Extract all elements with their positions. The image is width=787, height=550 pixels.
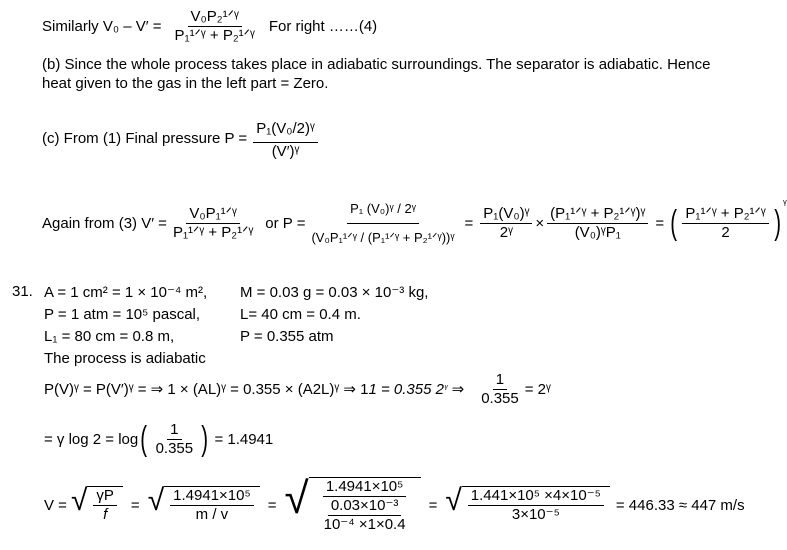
again-term2-numerator: (P₁¹ᐟᵞ + P₂¹ᐟᵞ)ᵞ — [547, 205, 648, 224]
gamma-open-paren: ( — [140, 420, 148, 458]
again-term1-denominator: 2ᵞ — [499, 223, 513, 241]
velocity-f1-denominator: f — [103, 506, 108, 523]
again-or: or P = — [265, 214, 306, 232]
similarly-equation — [42, 6, 377, 46]
again-term1-fraction — [480, 205, 532, 242]
velocity-f3-numerator: 1.4941×10⁵ — [323, 478, 407, 497]
sqrt-symbol-2: √ — [147, 484, 165, 517]
process-note: The process is adiabatic — [44, 350, 206, 367]
again-open-paren: ( — [670, 204, 678, 242]
again-equals-1: = — [464, 214, 474, 232]
again-times: × — [535, 214, 545, 232]
para-b-line2: heat given to the gas in the left part = Zero. — [42, 75, 329, 92]
again-equation — [42, 178, 787, 268]
adiabatic-numerator: 1 — [493, 371, 507, 390]
velocity-f1-numerator: γP — [93, 487, 117, 506]
velocity-f3-inner-denominator: 10⁻⁴ ×1×0.4 — [323, 515, 406, 533]
again-term2-denominator: (V₀)ᵞP₁ — [574, 223, 621, 241]
again-term3-denominator: 2 — [721, 223, 730, 241]
velocity-lhs: V = — [44, 496, 67, 514]
similarly-fraction — [172, 8, 258, 45]
again-p-denominator: (V₀P₁¹ᐟᵞ / (P₁¹ᐟᵞ + P₂¹ᐟᵞ))ᵞ — [311, 229, 455, 245]
again-term1-numerator: P₁(V₀)ᵞ — [480, 205, 532, 224]
sqrt-symbol-3: √ — [284, 473, 309, 523]
velocity-fraction-2 — [170, 487, 254, 524]
given-mass: M = 0.03 g = 0.03 × 10⁻³ kg, — [240, 284, 429, 301]
velocity-sqrt-2 — [148, 486, 260, 524]
final-pressure-denominator: (V′)ᵞ — [271, 142, 300, 160]
velocity-sqrt-3 — [284, 473, 420, 534]
again-p-numerator: P₁ (V₀)ᵞ / 2ᵞ — [347, 195, 419, 224]
again-term3-fraction — [682, 205, 768, 242]
gamma-fraction — [153, 421, 197, 458]
velocity-f2-denominator: m / v — [195, 506, 229, 523]
again-equals-2: = — [655, 214, 665, 232]
velocity-f2-numerator: 1.4941×10⁵ — [170, 487, 254, 506]
given-length: L= 40 cm = 0.4 m. — [240, 306, 361, 323]
again-lhs: Again from (3) V′ = — [42, 214, 167, 232]
final-pressure-fraction — [253, 116, 318, 161]
again-p-fraction — [308, 195, 457, 252]
gamma-rhs: = 1.4941 — [214, 430, 274, 448]
velocity-equation — [44, 466, 745, 544]
velocity-equals-2: = — [267, 496, 277, 514]
again-v-denominator: P₁¹ᐟᵞ + P₂¹ᐟᵞ — [172, 223, 254, 241]
given-length-1: L₁ = 80 cm = 0.8 m, — [44, 328, 175, 345]
para-b-line1: (b) Since the whole process takes place in adiabatic surroundings. The separator is adiabatic. Hence — [42, 56, 711, 73]
velocity-fraction-4 — [468, 487, 604, 524]
adiabatic-rhs: = 2ᵞ — [524, 380, 551, 398]
given-pressure: P = 1 atm = 10⁵ pascal, — [44, 306, 201, 323]
final-pressure-numerator: P₁(V₀/2)ᵞ — [253, 116, 318, 143]
velocity-rhs: = 446.33 ≈ 447 m/s — [615, 496, 745, 514]
again-term3-numerator: P₁¹ᐟᵞ + P₂¹ᐟᵞ — [682, 205, 768, 224]
again-close-paren: ) — [774, 204, 781, 242]
problem-number: 31. — [12, 283, 33, 300]
velocity-f4-numerator: 1.441×10⁵ ×4×10⁻⁵ — [468, 487, 604, 506]
gamma-denominator: 0.355 — [155, 439, 194, 457]
again-term3-exponent: ᵞ — [783, 198, 787, 210]
again-term2-fraction — [547, 205, 648, 242]
velocity-f3-inner-fraction — [321, 497, 409, 534]
again-v-numerator: V₀P₁¹ᐟᵞ — [186, 205, 239, 224]
similarly-denominator: P₁¹ᐟᵞ + P₂¹ᐟᵞ — [174, 26, 255, 44]
velocity-equals-1: = — [130, 496, 140, 514]
similarly-numerator: V₀P₂¹ᐟᵞ — [188, 8, 242, 27]
final-pressure-equation — [42, 108, 321, 168]
again-v-fraction — [170, 205, 256, 242]
velocity-sqrt-4 — [445, 486, 610, 524]
adiabatic-italic: 1 = 0.355 2 — [368, 380, 444, 398]
final-pressure-lhs: (c) From (1) Final pressure P = — [42, 129, 248, 147]
velocity-f3-inner-numerator: 0.03×10⁻³ — [328, 497, 402, 516]
adiabatic-equation: P(V)ᵞ = P(V′)ᵞ = ⇒ 1 × (AL)ᵞ = 0.355 × (A2L)ᵞ ⇒ 1 1 = 0.355 2 ᵞ ⇒ $\frac{1}{0.355}$ = 2ᵞ — [44, 370, 551, 407]
velocity-f4-denominator: 3×10⁻⁵ — [511, 506, 560, 523]
gamma-numerator: 1 — [167, 421, 181, 440]
sqrt-symbol-1: √ — [70, 484, 88, 517]
adiabatic-denominator: 0.355 — [481, 389, 519, 407]
velocity-fraction-1 — [93, 487, 117, 524]
adiabatic-fraction — [478, 371, 522, 408]
adiabatic-arrow: ⇒ — [451, 381, 465, 398]
given-area: A = 1 cm² = 1 × 10⁻⁴ m², — [44, 284, 208, 301]
velocity-equals-3: = — [428, 496, 438, 514]
given-final-pressure: P = 0.355 atm — [240, 328, 334, 345]
velocity-sqrt-1 — [71, 486, 123, 524]
velocity-fraction-3 — [315, 478, 415, 534]
similarly-lhs: Similarly V₀ – V′ = — [42, 17, 162, 35]
adiabatic-text: P(V)ᵞ = P(V′)ᵞ = ⇒ 1 × (AL)ᵞ = 0.355 × (A2L)ᵞ ⇒ 1 — [44, 381, 369, 398]
similarly-rhs: For right ……(4) — [268, 17, 378, 35]
velocity-f3-denominator — [315, 497, 415, 534]
sqrt-symbol-4: √ — [445, 484, 462, 517]
gamma-close-paren: ) — [201, 420, 209, 458]
gamma-equation — [44, 418, 273, 460]
gamma-lhs: = γ log 2 = log — [44, 430, 139, 448]
